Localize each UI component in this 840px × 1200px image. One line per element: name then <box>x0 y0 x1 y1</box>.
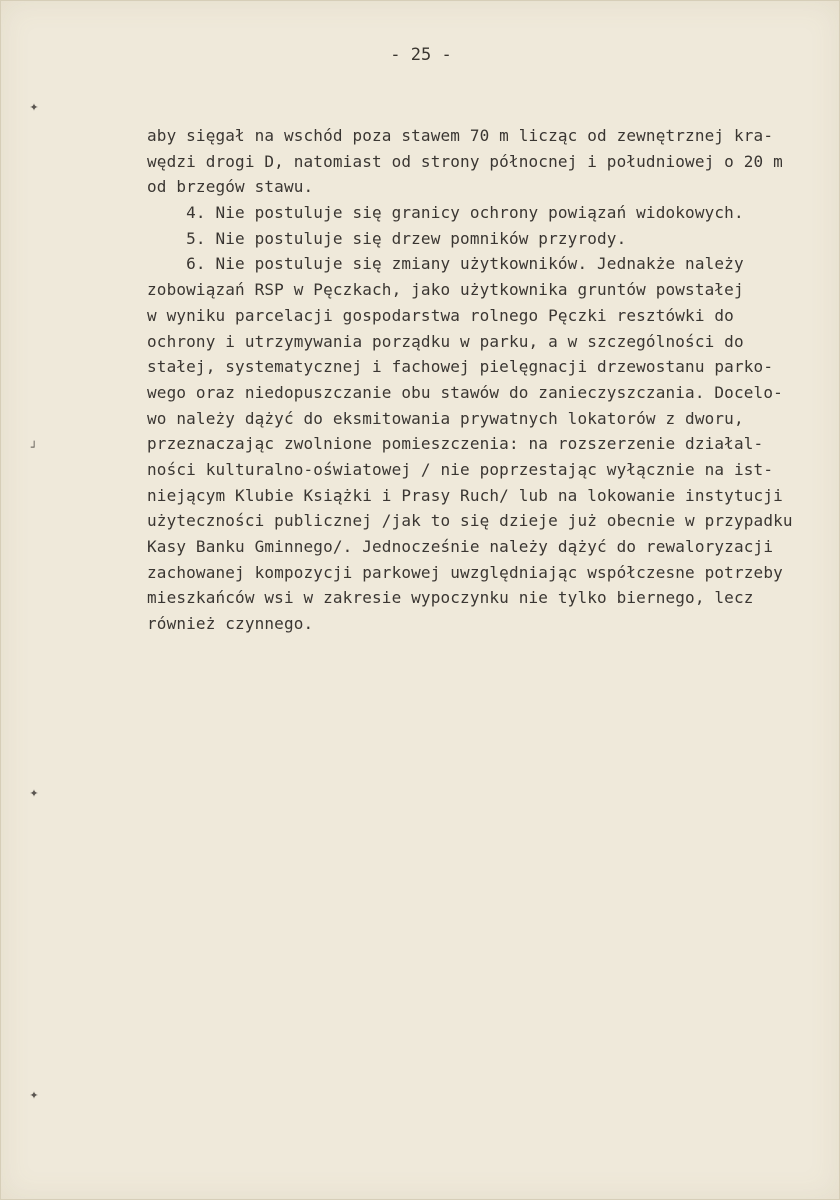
text-line: Kasy Banku Gminnego/. Jednocześnie należy dążyć do rewaloryzacji <box>147 537 774 556</box>
text-line: stałej, systematycznej i fachowej pielęgnacji drzewostanu parko- <box>147 357 774 377</box>
punch-mark: ✦ <box>29 101 39 114</box>
body-text <box>147 123 831 637</box>
text-line: wędzi drogi D, natomiast od strony północnej i południowej o 20 m <box>147 151 783 171</box>
text-line: mieszkańców wsi w zakresie wypoczynku nie tylko biernego, lecz <box>147 588 754 608</box>
punch-mark: ✦ <box>29 1089 39 1102</box>
text-line: 6. Nie postuluje się zmiany użytkowników. Jednakże należy <box>147 254 744 274</box>
text-line: ochrony i utrzymywania porządku w parku, a w szczególności do <box>147 331 744 351</box>
text-line: 4. Nie postuluje się granicy ochrony powiązań widokowych. <box>147 203 744 223</box>
text-line: aby sięgał na wschód poza stawem 70 m licząc od zewnętrznej kra- <box>147 126 774 145</box>
text-line: przeznaczając zwolnione pomieszczenia: na rozszerzenie działal- <box>147 434 764 454</box>
text-line: od brzegów stawu. <box>147 177 314 197</box>
text-line: zachowanej kompozycji parkowej uwzględniając współczesne potrzeby <box>147 562 783 582</box>
text-line: wo należy dążyć do eksmitowania prywatnych lokatorów z dworu, <box>147 408 744 428</box>
text-line: również czynnego. <box>147 614 314 634</box>
text-line: niejącym Klubie Książki i Prasy Ruch/ lub na lokowanie instytucji <box>147 485 783 505</box>
text-line: wego oraz niedopuszczanie obu stawów do zanieczyszczania. Docelo- <box>147 382 783 402</box>
text-line: 5. Nie postuluje się drzew pomników przyrody. <box>147 228 627 248</box>
text-line: ności kulturalno-oświatowej / nie poprzestając wyłącznie na ist- <box>147 459 774 479</box>
text-line: zobowiązań RSP w Pęczkach, jako użytkownika gruntów powstałej <box>147 280 744 300</box>
text-line: w wyniku parcelacji gospodarstwa rolnego Pęczki resztówki do <box>147 305 734 325</box>
text-line: użyteczności publicznej /jak to się dzieje już obecnie w przypadku <box>147 511 793 531</box>
page-number: - 25 - <box>390 45 452 65</box>
punch-mark: ✦ <box>29 787 39 800</box>
punch-mark: ┘ <box>30 441 38 454</box>
